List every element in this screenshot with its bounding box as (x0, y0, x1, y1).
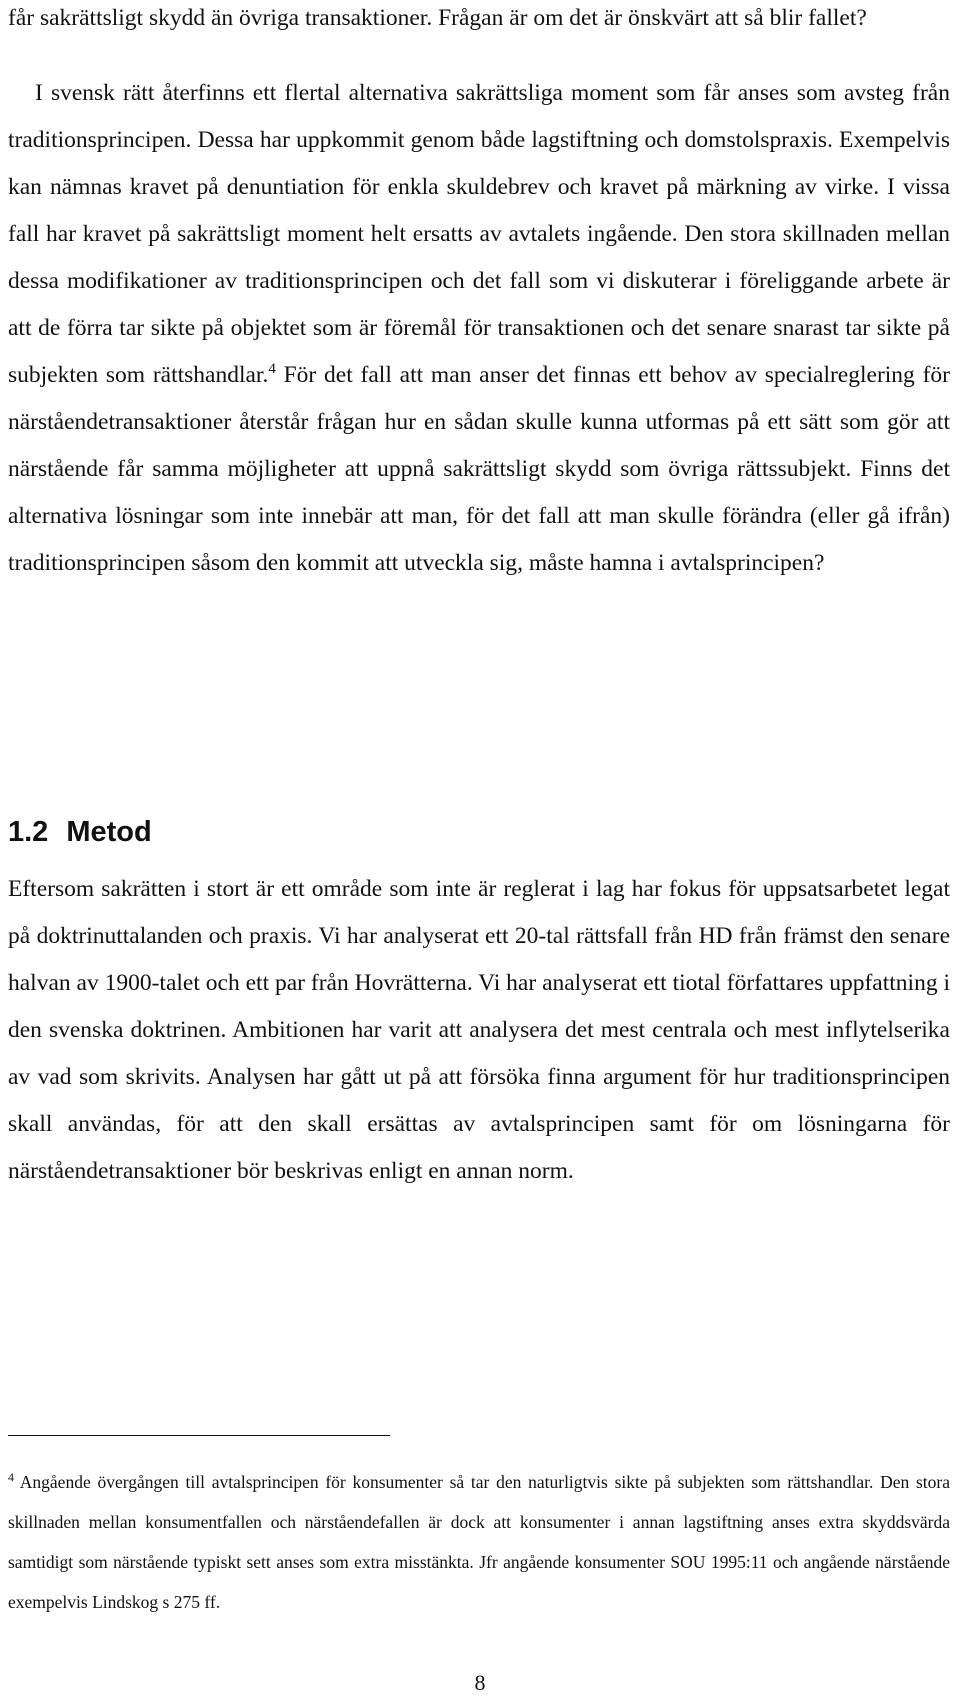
footnote (8, 1462, 950, 1622)
section-heading (8, 814, 152, 850)
paragraph-alternatives (8, 70, 950, 587)
footnote-text: Angående övergången till avtalsprincipen för konsumenter så tar den naturligtvis sikte på subjekten som rättshandlar. Den stora skillnaden mellan konsumentfallen och närståendefallen är dock att konsumenter i annan lagstiftning anses extra skyddsvärda samtidigt som närstående typiskt sett anses som extra misstänkta. Jfr angående konsumenter SOU 1995:11 och angående närstående exempelvis Lindskog s 275 ff. (8, 1472, 950, 1612)
section-title: Metod (66, 816, 152, 848)
paragraph-alternatives-text-a: I svensk rätt återfinns ett flertal alternativa sakrättsliga moment som får anses som avsteg från traditionsprincipen. Dessa har uppkommit genom både lagstiftning och domstolspraxis. Exempelvis kan nämnas kravet på denuntiation för enkla skuldebrev och kravet på märkning av virke. I vissa fall har kravet på sakrättsligt moment helt ersatts av avtalets ingående. Den stora skillnaden mellan dessa modifikationer av traditionsprincipen och det fall som vi diskuterar i föreliggande arbete är att de förra tar sikte på objektet som är föremål för transaktionen och det senare snarast tar sikte på subjekten som rättshandlar. (8, 80, 950, 388)
footnote-number: 4 (8, 1470, 14, 1485)
footnote-reference[interactable]: 4 (268, 361, 276, 378)
paragraph-continuation: får sakrättsligt skydd än övriga transaktioner. Frågan är om det är önskvärt att så blir fallet? (8, 5, 867, 31)
paragraph-alternatives-text-b: För det fall att man anser det finnas ett behov av specialreglering för närståendetransaktioner återstår frågan hur en sådan skulle kunna utformas på ett sätt som gör att närstående får samma möjligheter att uppnå sakrättsligt skydd som övriga rättssubjekt. Finns det alternativa lösningar som inte innebär att man, för det fall att man skulle förändra (eller gå ifrån) traditionsprincipen såsom den kommit att utveckla sig, måste hamna i avtalsprincipen? (8, 362, 950, 576)
paragraph-method: Eftersom sakrätten i stort är ett område som inte är reglerat i lag har fokus för uppsatsarbetet legat på doktrinuttalanden och praxis. Vi har analyserat ett 20-tal rättsfall från HD från främst den senare halvan av 1900-talet och ett par från Hovrätterna. Vi har analyserat ett tiotal författares uppfattning i den svenska doktrinen. Ambitionen har varit att analysera det mest centrala och mest inflytelserika av vad som skrivits. Analysen har gått ut på att försöka finna argument för hur traditionsprincipen skall användas, för att den skall ersättas av avtalsprincipen samt för om lösningarna för närståendetransaktioner bör beskrivas enligt en annan norm. (8, 876, 950, 1184)
section-number: 1.2 (8, 816, 49, 848)
footnote-separator (8, 1435, 390, 1436)
page-number: 8 (474, 1670, 486, 1695)
